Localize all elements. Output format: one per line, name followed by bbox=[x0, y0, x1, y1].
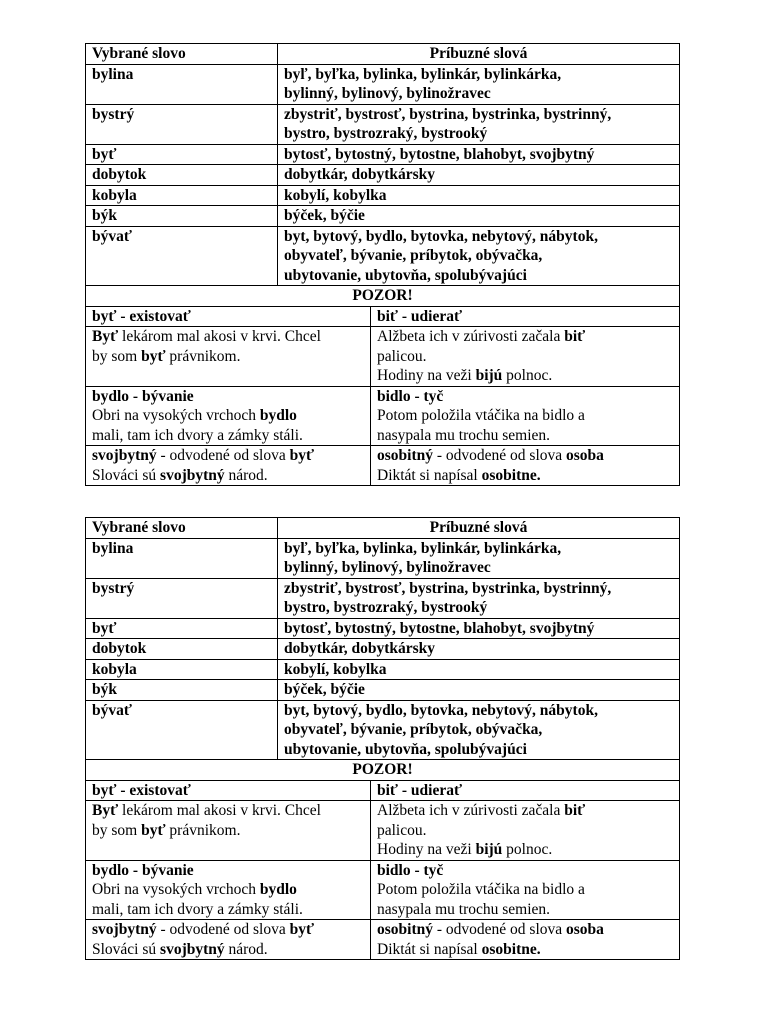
selected-word: byť bbox=[86, 618, 278, 639]
table-header-row bbox=[86, 44, 680, 65]
selected-word: byť bbox=[86, 144, 278, 165]
example-sentence-line bbox=[377, 366, 673, 386]
sentence-text: polnoc. bbox=[502, 841, 553, 858]
example-sentence-line bbox=[377, 940, 673, 960]
selected-word: dobytok bbox=[86, 639, 278, 660]
example-sentence-line bbox=[92, 466, 364, 486]
highlighted-word: byť bbox=[289, 447, 315, 464]
sentence-text: Slováci sú bbox=[92, 940, 161, 958]
highlighted-word: osoba bbox=[566, 921, 604, 938]
pair-cell-right bbox=[371, 860, 680, 920]
table-row bbox=[86, 144, 680, 165]
sentence-text: právnikom. bbox=[165, 347, 241, 365]
pair-cell-left bbox=[86, 327, 371, 387]
pair-title-right: biť - udierať bbox=[371, 780, 680, 801]
example-sentence-line bbox=[92, 327, 364, 347]
sentence-text: Alžbeta ich v zúrivosti začala bbox=[377, 802, 565, 819]
related-words-line: býček, býčie bbox=[284, 681, 365, 698]
pozor-heading: POZOR! bbox=[86, 760, 680, 781]
selected-word: bystrý bbox=[86, 578, 278, 618]
example-sentence-line bbox=[377, 426, 673, 446]
table-row bbox=[86, 206, 680, 227]
pair-row bbox=[86, 860, 680, 920]
highlighted-word: svojbytný bbox=[160, 940, 225, 958]
example-sentence-line bbox=[92, 347, 364, 367]
header-pribuzne-slova: Príbuzné slová bbox=[278, 44, 680, 65]
example-sentence-line bbox=[92, 880, 364, 900]
pair-cell-right bbox=[371, 920, 680, 960]
selected-word: bylina bbox=[86, 64, 278, 104]
related-words-line: bytosť, bytostný, bytostne, blahobyt, svojbytný bbox=[284, 619, 595, 637]
pair-cell-right bbox=[371, 446, 680, 486]
related-words bbox=[278, 659, 680, 680]
example-sentence-line bbox=[377, 327, 673, 347]
example-sentence-line bbox=[377, 466, 673, 486]
sentence-text: Alžbeta ich v zúrivosti začala bbox=[377, 328, 565, 345]
table-row bbox=[86, 165, 680, 186]
related-words-line: bystro, bystrozraký, bystrooký bbox=[284, 125, 488, 142]
sentence-text: Hodiny na veži bbox=[377, 841, 476, 858]
sentence-text: - odvodené od slova bbox=[433, 921, 567, 938]
highlighted-word: Byť bbox=[92, 328, 119, 345]
highlighted-word: byť bbox=[141, 347, 166, 365]
pair-cell-right bbox=[371, 327, 680, 387]
pair-cell-right bbox=[371, 386, 680, 446]
sentence-text: - odvodené od slova bbox=[156, 447, 290, 464]
sentence-text: Obri na vysokých vrchoch bbox=[92, 881, 260, 898]
example-sentence-line bbox=[92, 821, 364, 841]
related-words bbox=[278, 64, 680, 104]
example-sentence-line bbox=[377, 821, 673, 841]
pair-row bbox=[86, 446, 680, 486]
pair-title: bydlo - bývanie bbox=[92, 861, 194, 879]
header-vybrane-slovo: Vybrané slovo bbox=[86, 44, 278, 65]
example-sentence-line bbox=[377, 840, 673, 860]
highlighted-word: bydlo bbox=[259, 881, 297, 898]
related-words bbox=[278, 226, 680, 286]
table-row bbox=[86, 700, 680, 760]
highlighted-word: osoba bbox=[566, 447, 604, 464]
related-words-line: bystro, bystrozraký, bystrooký bbox=[284, 599, 488, 616]
related-words-line: dobytkár, dobytkársky bbox=[284, 166, 436, 183]
sentence-text: Obri na vysokých vrchoch bbox=[92, 407, 260, 424]
highlighted-word: byť bbox=[141, 821, 166, 839]
example-sentence-line bbox=[377, 347, 673, 367]
sentence-text: Diktát si napísal bbox=[377, 466, 482, 484]
word-table bbox=[85, 517, 680, 960]
related-words bbox=[278, 185, 680, 206]
selected-word: bývať bbox=[86, 700, 278, 760]
related-words bbox=[278, 618, 680, 639]
sentence-text: palicou. bbox=[377, 347, 427, 365]
pair-title-right: biť - udierať bbox=[371, 306, 680, 327]
related-words bbox=[278, 538, 680, 578]
pair-cell-right bbox=[371, 801, 680, 861]
selected-word: kobyla bbox=[86, 659, 278, 680]
table-row bbox=[86, 618, 680, 639]
table-row bbox=[86, 538, 680, 578]
example-sentence-line bbox=[92, 940, 364, 960]
related-words bbox=[278, 680, 680, 701]
warning-row bbox=[86, 286, 680, 307]
sentence-text: lekárom mal akosi v krvi. Chcel bbox=[118, 802, 321, 819]
related-words-line: kobylí, kobylka bbox=[284, 186, 387, 204]
related-words-line: byt, bytový, bydlo, bytovka, nebytový, nábytok, bbox=[284, 227, 598, 245]
sentence-text: - odvodené od slova bbox=[433, 447, 567, 464]
table-row bbox=[86, 226, 680, 286]
example-sentence-line bbox=[92, 801, 364, 821]
related-words-line: ubytovanie, ubytovňa, spolubývajúci bbox=[284, 266, 527, 284]
highlighted-word: osobitne. bbox=[481, 466, 541, 484]
table-row bbox=[86, 64, 680, 104]
pair-cell-left bbox=[86, 386, 371, 446]
selected-word: kobyla bbox=[86, 185, 278, 206]
highlighted-word: svojbytný bbox=[92, 921, 157, 938]
sentence-text: právnikom. bbox=[165, 821, 241, 839]
related-words bbox=[278, 700, 680, 760]
highlighted-word: biť bbox=[564, 802, 586, 819]
highlighted-word: osobitný bbox=[377, 921, 433, 938]
related-words-line: ubytovanie, ubytovňa, spolubývajúci bbox=[284, 740, 527, 758]
related-words-line: bytosť, bytostný, bytostne, blahobyt, svojbytný bbox=[284, 145, 595, 163]
pair-cell-left bbox=[86, 801, 371, 861]
related-words-line: zbystriť, bystrosť, bystrina, bystrinka, bystrinný, bbox=[284, 579, 612, 597]
header-vybrane-slovo: Vybrané slovo bbox=[86, 518, 278, 539]
vocabulary-table-1 bbox=[85, 43, 679, 486]
sentence-text: Potom položila vtáčika na bidlo a bbox=[377, 881, 585, 898]
sentence-text: národ. bbox=[224, 466, 268, 484]
sentence-text: nasypala mu trochu semien. bbox=[377, 900, 551, 918]
highlighted-word: osobitne. bbox=[481, 940, 541, 958]
table-row bbox=[86, 104, 680, 144]
related-words-line: byľ, byľka, bylinka, bylinkár, bylinkárka, bbox=[284, 539, 562, 557]
warning-row bbox=[86, 760, 680, 781]
pair-title: bidlo - tyč bbox=[377, 861, 444, 879]
related-words-line: kobylí, kobylka bbox=[284, 660, 387, 678]
related-words-line: bylinný, bylinový, bylinožravec bbox=[284, 85, 491, 102]
pair-cell-left bbox=[86, 860, 371, 920]
highlighted-word: bydlo bbox=[259, 407, 297, 424]
related-words bbox=[278, 639, 680, 660]
selected-word: bystrý bbox=[86, 104, 278, 144]
sentence-text: mali, tam ich dvory a zámky stáli. bbox=[92, 900, 303, 918]
table-row bbox=[86, 639, 680, 660]
example-sentence-line bbox=[92, 446, 364, 466]
example-sentence-line bbox=[377, 446, 673, 466]
example-sentence-line bbox=[377, 406, 673, 426]
sentence-text: by som bbox=[92, 821, 142, 839]
highlighted-word: bijú bbox=[475, 367, 503, 384]
example-sentence-line bbox=[377, 920, 673, 940]
selected-word: bývať bbox=[86, 226, 278, 286]
selected-word: dobytok bbox=[86, 165, 278, 186]
related-words-line: obyvateľ, bývanie, príbytok, obývačka, bbox=[284, 721, 543, 738]
pair-row bbox=[86, 801, 680, 861]
related-words-line: dobytkár, dobytkársky bbox=[284, 640, 436, 657]
word-table bbox=[85, 43, 680, 486]
related-words-line: byt, bytový, bydlo, bytovka, nebytový, nábytok, bbox=[284, 701, 598, 719]
pair-title-left: byť - existovať bbox=[86, 780, 371, 801]
related-words-line: zbystriť, bystrosť, bystrina, bystrinka, bystrinný, bbox=[284, 105, 612, 123]
example-sentence-line bbox=[377, 801, 673, 821]
related-words bbox=[278, 165, 680, 186]
related-words-line: bylinný, bylinový, bylinožravec bbox=[284, 559, 491, 576]
highlighted-word: bijú bbox=[475, 841, 503, 858]
related-words-line: obyvateľ, bývanie, príbytok, obývačka, bbox=[284, 247, 543, 264]
related-words-line: býček, býčie bbox=[284, 207, 365, 224]
pair-title-row bbox=[86, 780, 680, 801]
pair-title-left: byť - existovať bbox=[86, 306, 371, 327]
related-words bbox=[278, 104, 680, 144]
pair-title: bydlo - bývanie bbox=[92, 387, 194, 405]
pair-cell-left bbox=[86, 446, 371, 486]
highlighted-word: byť bbox=[289, 921, 315, 938]
selected-word: bylina bbox=[86, 538, 278, 578]
highlighted-word: svojbytný bbox=[160, 466, 225, 484]
pair-row bbox=[86, 920, 680, 960]
sentence-text: Potom položila vtáčika na bidlo a bbox=[377, 407, 585, 424]
example-sentence-line bbox=[92, 406, 364, 426]
header-pribuzne-slova: Príbuzné slová bbox=[278, 518, 680, 539]
selected-word: býk bbox=[86, 206, 278, 227]
pair-title: bidlo - tyč bbox=[377, 387, 444, 405]
table-row bbox=[86, 185, 680, 206]
sentence-text: - odvodené od slova bbox=[156, 921, 290, 938]
related-words bbox=[278, 144, 680, 165]
table-row bbox=[86, 680, 680, 701]
example-sentence-line bbox=[92, 900, 364, 920]
pair-cell-left bbox=[86, 920, 371, 960]
highlighted-word: svojbytný bbox=[92, 447, 157, 464]
sentence-text: lekárom mal akosi v krvi. Chcel bbox=[118, 328, 321, 345]
sentence-text: mali, tam ich dvory a zámky stáli. bbox=[92, 426, 303, 444]
pair-row bbox=[86, 327, 680, 387]
table-row bbox=[86, 578, 680, 618]
sentence-text: Slováci sú bbox=[92, 466, 161, 484]
pair-title-row bbox=[86, 306, 680, 327]
sentence-text: palicou. bbox=[377, 821, 427, 839]
related-words bbox=[278, 206, 680, 227]
sentence-text: národ. bbox=[224, 940, 268, 958]
pozor-heading: POZOR! bbox=[86, 286, 680, 307]
table-header-row bbox=[86, 518, 680, 539]
related-words-line: byľ, byľka, bylinka, bylinkár, bylinkárka, bbox=[284, 65, 562, 83]
pair-row bbox=[86, 386, 680, 446]
example-sentence-line bbox=[92, 426, 364, 446]
example-sentence-line bbox=[377, 880, 673, 900]
sentence-text: Diktát si napísal bbox=[377, 940, 482, 958]
vocabulary-table-2 bbox=[85, 517, 679, 960]
sentence-text: polnoc. bbox=[502, 367, 553, 384]
sentence-text: nasypala mu trochu semien. bbox=[377, 426, 551, 444]
sentence-text: Hodiny na veži bbox=[377, 367, 476, 384]
example-sentence-line bbox=[377, 900, 673, 920]
highlighted-word: Byť bbox=[92, 802, 119, 819]
highlighted-word: biť bbox=[564, 328, 586, 345]
related-words bbox=[278, 578, 680, 618]
example-sentence-line bbox=[92, 920, 364, 940]
highlighted-word: osobitný bbox=[377, 447, 433, 464]
selected-word: býk bbox=[86, 680, 278, 701]
sentence-text: by som bbox=[92, 347, 142, 365]
table-row bbox=[86, 659, 680, 680]
